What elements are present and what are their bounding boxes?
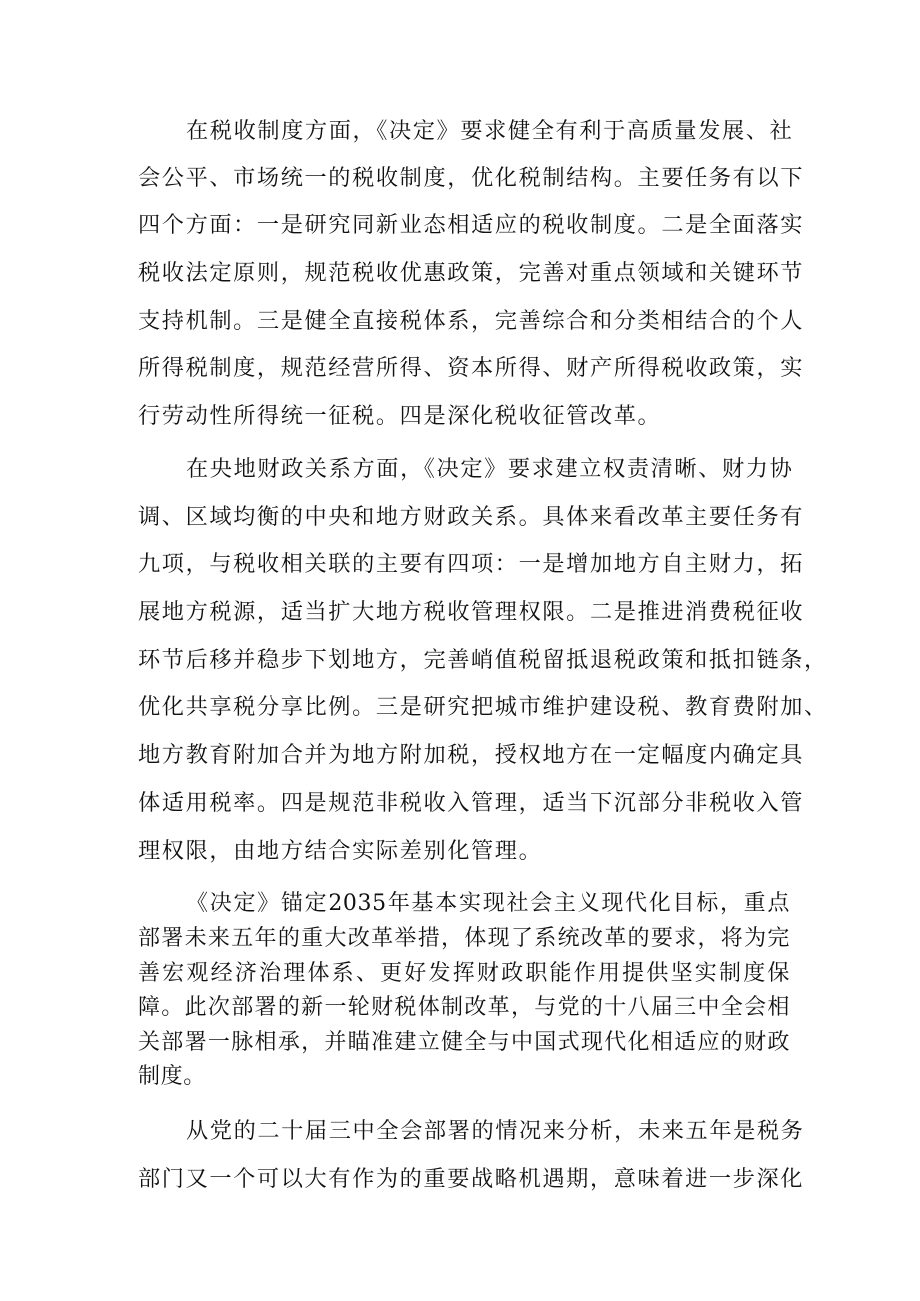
text-line: 支持机制。三是健全直接税体系，完善综合和分类相结合的个人: [138, 308, 805, 334]
text-line: 展地方税源，适当扩大地方税收管理权限。二是推进消费税征收: [138, 599, 805, 625]
text-line: 部门又一个可以大有作为的重要战略机遇期，意味着进一步深化: [138, 1166, 805, 1192]
text-line: 地方教育附加合并为地方附加税，授权地方在一定幅度内确定具: [138, 742, 805, 768]
text-line: 会公平、市场统一的税收制度，优化税制结构。主要任务有以下: [138, 165, 805, 191]
text-line: 优化共享税分享比例。三是研究把城市维护建设税、教育费附加、: [138, 694, 828, 720]
text-line: 部署未来五年的重大改革举措，体现了系统改革的要求，将为完: [138, 926, 790, 951]
text-line: 调、区域均衡的中央和地方财政关系。具体来看改革主要任务有: [138, 504, 805, 530]
text-line: 在央地财政关系方面，《决定》要求建立权责清晰、财力协: [186, 456, 794, 482]
text-line: 从党的二十届三中全会部署的情况来分析，未来五年是税务: [186, 1118, 805, 1144]
text-line: 在税收制度方面，《决定》要求健全有利于高质量发展、社: [186, 118, 794, 144]
text-line: 障。此次部署的新一轮财税体制改革，与党的十八届三中全会相: [138, 995, 790, 1020]
text-line: 行劳动性所得统一征税。四是深化税收征管改革。: [138, 403, 662, 429]
text-line: 九项，与税收相关联的主要有四项：一是增加地方自主财力，拓: [138, 551, 805, 577]
text-line: 环节后移并稳步下划地方，完善峭值税留抵退税政策和抵扣链条，: [138, 647, 828, 673]
text-line: 关部署一脉相承，并瞄准建立健全与中国式现代化相适应的财政: [138, 1030, 790, 1055]
text-line: 制度。: [138, 1064, 206, 1089]
text-line: 理权限，由地方结合实际差别化管理。: [138, 838, 543, 864]
text-line: 《决定》锚定2035年基本实现社会主义现代化目标，重点: [186, 891, 790, 916]
text-line: 四个方面：一是研究同新业态相适应的税收制度。二是全面落实: [138, 212, 805, 238]
text-line: 体适用税率。四是规范非税收入管理，适当下沉部分非税收入管: [138, 790, 805, 816]
text-line: 税收法定原则，规范税收优惠政策，完善对重点领域和关键环节: [138, 260, 805, 286]
text-line: 善宏观经济治理体系、更好发挥财政职能作用提供坚实制度保: [138, 961, 790, 986]
text-line: 所得税制度，规范经营所得、资本所得、财产所得税收政策，实: [138, 355, 805, 381]
